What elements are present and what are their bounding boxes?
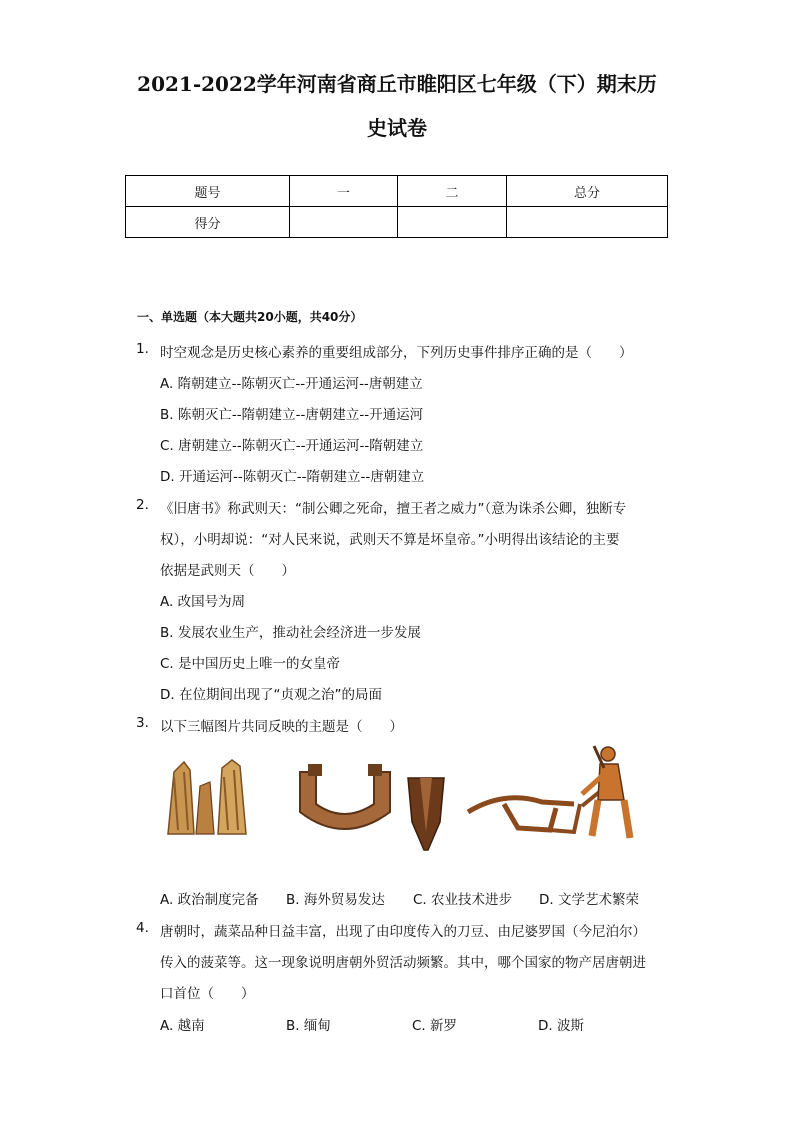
farmer-plowing-image <box>464 740 639 850</box>
question-stem: 唐朝时，蔬菜品种日益丰富，出现了由印度传入的刀豆、由尼婆罗国（今尼泊尔） <box>160 924 646 940</box>
options-row <box>160 888 639 908</box>
section-heading: 一、单选题（本大题共20小题，共40分） <box>137 310 363 324</box>
option-d[interactable]: D. 文学艺术繁荣 <box>539 892 639 908</box>
question-number: 3. <box>136 715 149 731</box>
option-c[interactable]: C. 唐朝建立--陈朝灭亡--开通运河--隋朝建立 <box>160 438 424 454</box>
score-table <box>125 175 668 238</box>
option-d[interactable]: D. 在位期间出现了“贞观之治”的局面 <box>160 687 382 703</box>
question-stem: 时空观念是历史核心素养的重要组成部分，下列历史事件排序正确的是（ ） <box>160 345 633 361</box>
option-c[interactable]: C. 农业技术进步 <box>413 892 513 908</box>
header-cell: 总分 <box>507 176 668 207</box>
score-cell <box>398 207 507 238</box>
question-stem: 口首位（ ） <box>160 986 255 1002</box>
option-d[interactable]: D. 开通运河--陈朝灭亡--隋朝建立--唐朝建立 <box>160 469 425 485</box>
option-a[interactable]: A. 政治制度完备 <box>160 892 259 908</box>
score-table-header-row <box>126 176 668 207</box>
option-d[interactable]: D. 波斯 <box>538 1018 584 1034</box>
plowshare-image <box>402 742 450 852</box>
question-stem: 权），小明却说：“对人民来说，武则天不算是坏皇帝。”小明得出该结论的主要 <box>160 532 620 548</box>
question-stem: 以下三幅图片共同反映的主题是（ ） <box>160 719 403 735</box>
question-number: 1. <box>136 341 149 357</box>
exam-title <box>100 62 694 150</box>
title-line-1: 2021-2022学年河南省商丘市睢阳区七年级（下）期末历 <box>137 72 657 96</box>
option-a[interactable]: A. 改国号为周 <box>160 594 246 610</box>
option-b[interactable]: B. 陈朝灭亡--隋朝建立--唐朝建立--开通运河 <box>160 407 424 423</box>
option-c[interactable]: C. 是中国历史上唯一的女皇帝 <box>160 656 341 672</box>
iron-tool-image-1 <box>160 742 272 842</box>
score-cell: 得分 <box>126 207 290 238</box>
header-cell: 题号 <box>126 176 290 207</box>
option-b[interactable]: B. 缅甸 <box>286 1018 331 1034</box>
title-line-2: 史试卷 <box>367 116 427 140</box>
header-cell: 二 <box>398 176 507 207</box>
iron-hoe-image <box>294 742 396 842</box>
option-a[interactable]: A. 越南 <box>160 1018 205 1034</box>
score-cell <box>507 207 668 238</box>
question-stem: 《旧唐书》称武则天：“制公卿之死命，擅王者之威力”（意为诛杀公卿，独断专 <box>160 501 627 517</box>
options-row <box>160 1014 584 1034</box>
option-b[interactable]: B. 海外贸易发达 <box>286 892 385 908</box>
header-cell: 一 <box>290 176 398 207</box>
question-number: 4. <box>136 920 149 936</box>
option-c[interactable]: C. 新罗 <box>412 1018 458 1034</box>
question-number: 2. <box>136 497 149 513</box>
score-cell <box>290 207 398 238</box>
option-a[interactable]: A. 隋朝建立--陈朝灭亡--开通运河--唐朝建立 <box>160 376 423 392</box>
option-b[interactable]: B. 发展农业生产，推动社会经济进一步发展 <box>160 625 421 641</box>
score-table-score-row <box>126 207 668 238</box>
question-stem: 依据是武则天（ ） <box>160 563 295 579</box>
question-stem: 传入的菠菜等。这一现象说明唐朝外贸活动频繁。其中，哪个国家的物产居唐朝进 <box>160 955 646 971</box>
